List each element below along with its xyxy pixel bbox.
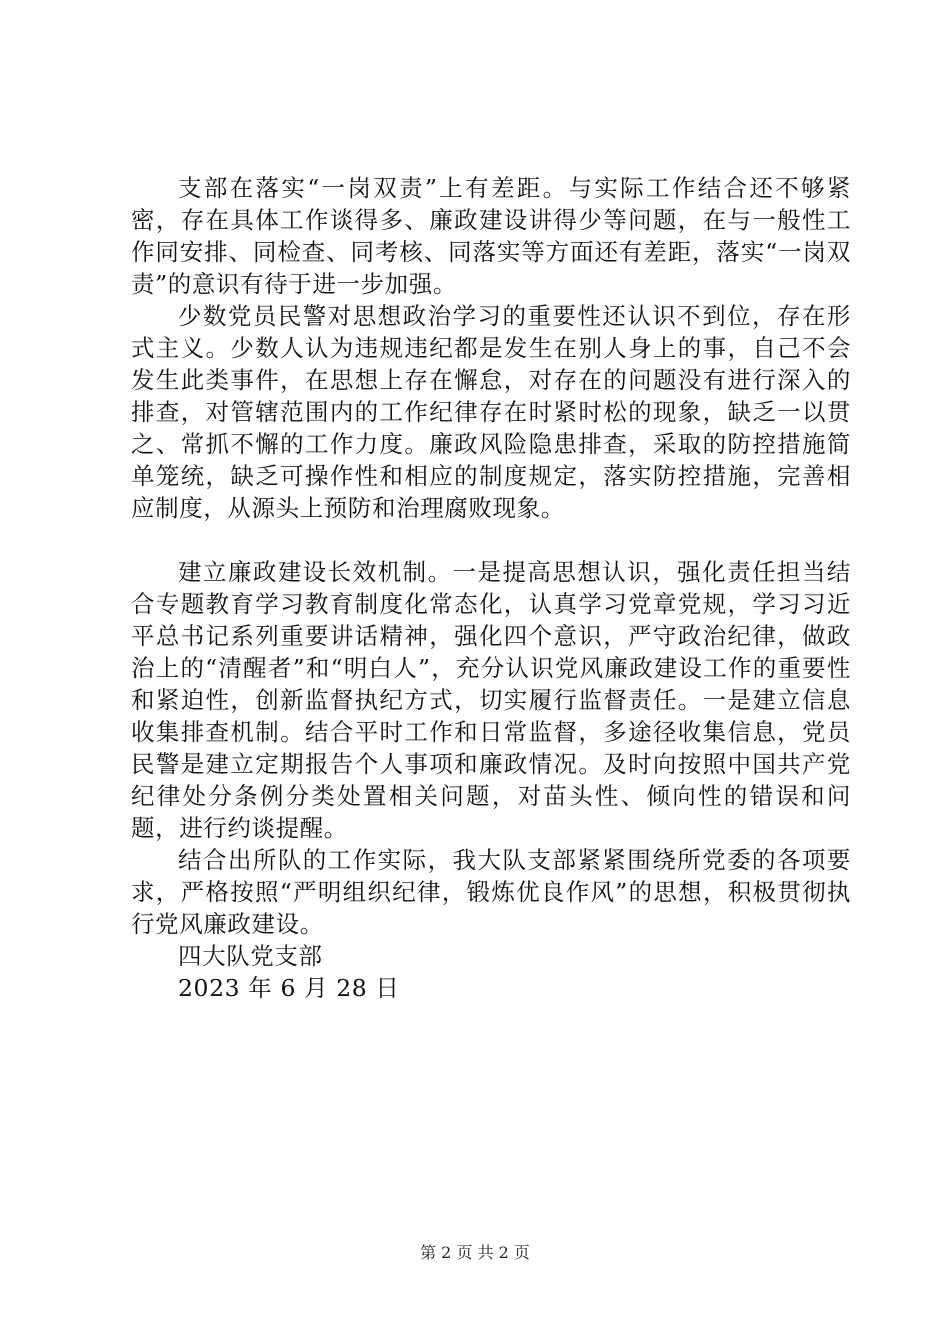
paragraph-responsibility-gap: 支部在落实“一岗双责”上有差距。与实际工作结合还不够紧密，存在具体工作谈得多、廉政建设讲得少等问题，在与一般性工作同安排、同检查、同考核、同落实等方面还有差距，落实“一岗双责”的意识有待于进一步加强。	[131, 174, 851, 298]
signature-date: 2023 年 6 月 28 日	[178, 974, 400, 1002]
page-footer: 第 2 页 共 2 页	[420, 1243, 530, 1262]
paragraph-study-awareness: 少数党员民警对思想政治学习的重要性还认识不到位，存在形式主义。少数人认为违规违纪都是发生在别人身上的事，自己不会发生此类事件，在思想上存在懈怠，对存在的问题没有进行深入的排查，对管辖范围内的工作纪律存在时紧时松的现象，缺乏一以贯之、常抓不懈的工作力度。廉政风险隐患排查，采取的防控措施简单笼统，缺乏可操作性和相应的制度规定，落实防控措施，完善相应制度，从源头上预防和治理腐败现象。	[131, 302, 851, 522]
paragraph-long-term-mechanism: 建立廉政建设长效机制。一是提高思想认识，强化责任担当结合专题教育学习教育制度化常态化，认真学习党章党规，学习习近平总书记系列重要讲话精神，强化四个意识，严守政治纪律，做政治上的“清醒者”和“明白人”，充分认识党风廉政建设工作的重要性和紧迫性，创新监督执纪方式，切实履行监督责任。一是建立信息收集排查机制。结合平时工作和日常监督，多途径收集信息，党员民警是建立定期报告个人事项和廉政情况。及时向按照中国共产党纪律处分条例分类处置相关问题，对苗头性、倾向性的错误和问题，进行约谈提醒。	[131, 558, 851, 842]
document-body	[131, 172, 851, 1004]
signature-organization: 四大队党支部	[178, 942, 323, 970]
paragraph-spacer	[131, 524, 851, 556]
paragraph-conclusion: 结合出所队的工作实际，我大队支部紧紧围绕所党委的各项要求，严格按照“严明组织纪律，锻炼优良作风”的思想，积极贯彻执行党风廉政建设。	[131, 846, 851, 938]
